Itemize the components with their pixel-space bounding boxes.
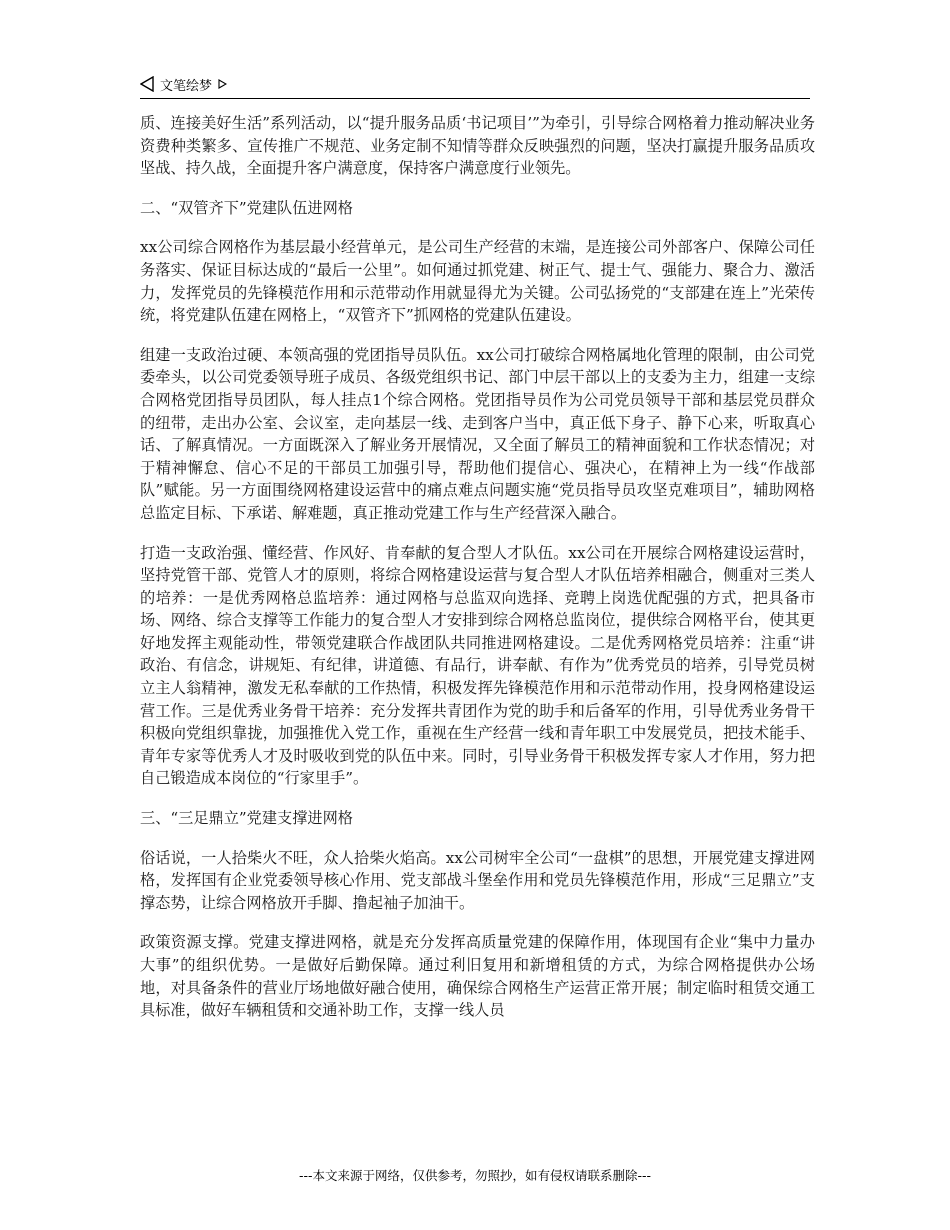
section-heading: 二、“双管齐下”党建队伍进网格 (140, 198, 353, 217)
paragraph: 组建一支政治过硬、本领高强的党团指导员队伍。xx公司打破综合网格属地化管理的限制，由公司党委牵头，以公司党委领导班子成员、各级党组织书记、部门中层干部以上的支委为主力，组建一支综合网格党团指导员团队，每人挂点1个综合网格。党团指导员作为公司党员领导干部和基层党员群众的纽带，走出办公室、会议室，走向基层一线、走到客户当中，真正低下身子、静下心来，听取真心话、了解真情况。一方面既深入了解业务开展情况，又全面了解员工的精神面貌和工作状态情况；对于精神懈怠、信心不足的干部员工加强引导，帮助他们提信心、强决心，在精神上为一线“作战部队”赋能。另一方面围绕网格建设运营中的痛点难点问题实施“党员指导员攻坚克难项目”，辅助网格总监定目标、下承诺、解难题，真正推动党建工作与生产经营深入融合。 (140, 345, 815, 522)
triangle-left-icon (140, 76, 154, 92)
paragraph: 俗话说，一人拾柴火不旺，众人拾柴火焰高。xx公司树牢全公司“一盘棋”的思想，开展党建支撑进网格，发挥国有企业党委领导核心作用、党支部战斗堡垒作用和党员先锋模范作用，形成“三足鼎立”支撑态势，让综合网格放开手脚、撸起袖子加油干。 (140, 848, 815, 912)
footer-notice: ---本文来源于网络，仅供参考，勿照抄，如有侵权请联系删除--- (298, 1168, 652, 1183)
brand-name: 文笔绘梦 (160, 78, 213, 94)
page-header (140, 70, 810, 99)
paragraph: 政策资源支撑。党建支撑进网格，就是充分发挥高质量党建的保障作用，体现国有企业“集中力量办大事”的组织优势。一是做好后勤保障。通过利旧复用和新增租赁的方式，为综合网格提供办公场地，对具备条件的营业厅场地做好融合使用，确保综合网格生产运营正常开展；制定临时租赁交通工具标准，做好车辆租赁和交通补助工作，支撑一线人员 (140, 933, 815, 1020)
section-heading: 三、“三足鼎立”党建支撑进网格 (140, 809, 353, 828)
triangle-right-icon (218, 79, 227, 89)
paragraph: xx公司综合网格作为基层最小经营单元，是公司生产经营的末端，是连接公司外部客户、保障公司任务落实、保证目标达成的“最后一公里”。如何通过抓党建、树正气、提士气、强能力、聚合力、激活力，发挥党员的先锋模范作用和示范带动作用就显得尤为关键。公司弘扬党的“支部建在连上”光荣传统，将党建队伍建在网格上，“双管齐下”抓网格的党建队伍建设。 (140, 238, 815, 325)
paragraph: 打造一支政治强、懂经营、作风好、肯奉献的复合型人才队伍。xx公司在开展综合网格建设运营时，坚持党管干部、党管人才的原则，将综合网格建设运营与复合型人才队伍培养相融合，侧重对三类人的培养：一是优秀网格总监培养：通过网格与总监双向选择、竞聘上岗选优配强的方式，把具备市场、网络、综合支撑等工作能力的复合型人才安排到综合网格总监岗位，提供综合网格平台，使其更好地发挥主观能动性，带领党建联合作战团队共同推进网格建设。二是优秀网格党员培养：注重“讲政治、有信念，讲规矩、有纪律，讲道德、有品行，讲奉献、有作为”优秀党员的培养，引导党员树立主人翁精神，激发无私奉献的工作热情，积极发挥先锋模范作用和示范带动作用，投身网格建设运营工作。三是优秀业务骨干培养：充分发挥共青团作为党的助手和后备军的作用，引导优秀业务骨干积极向党组织靠拢，加强推优入党工作，重视在生产经营一线和青年职工中发展党员，把技术能手、青年专家等优秀人才及时吸收到党的队伍中来。同时，引导业务骨干积极发挥专家人才作用，努力把自己锻造成本岗位的“行家里手”。 (140, 543, 815, 788)
document-body (140, 112, 815, 1039)
paragraph: 质、连接美好生活”系列活动，以“提升服务品质‘书记项目’”为牵引，引导综合网格着力推动解决业务资费种类繁多、宣传推广不规范、业务定制不知情等群众反映强烈的问题，坚决打赢提升服务品质攻坚战、持久战，全面提升客户满意度，保持客户满意度行业领先。 (140, 114, 815, 178)
brand (140, 75, 227, 94)
